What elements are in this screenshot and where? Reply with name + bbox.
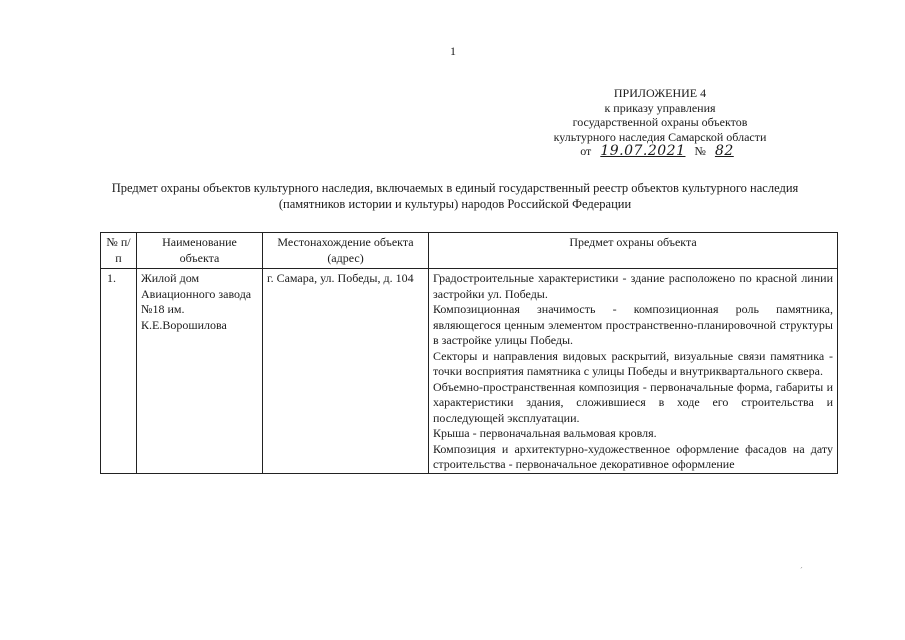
appendix-date-line [520,144,800,159]
subject-paragraph: Крыша - первоначальная вальмовая кровля. [433,426,657,440]
row-name: Жилой дом Авиационного завода №18 им. К.Е.Ворошилова [137,269,263,474]
table-row [101,269,838,474]
row-subject [429,269,838,474]
handwritten-number: 82 [714,143,734,159]
row-location: г. Самара, ул. Победы, д. 104 [263,269,429,474]
subject-paragraph: Градостроительные характеристики - здание расположено по красной линии застройки ул. Победы. [433,271,833,301]
appendix-title: ПРИЛОЖЕНИЕ 4 [613,86,707,100]
subject-paragraph: Объемно-пространственная композиция - первоначальные форма, габариты и характеристики здания, сложившиеся в ходе его строительства и последующей эксплуатации. [433,379,833,425]
header-name: Наименование объекта [137,233,263,269]
table-header-row [101,233,838,269]
handwritten-date: 19.07.2021 [600,143,686,159]
heritage-table [100,232,838,474]
subject-paragraph: Композиция и архитектурно-художественное оформление фасадов на дату строительства - первоначальное декоративное оформление [433,441,833,471]
header-location: Местонахождение объекта (адрес) [263,233,429,269]
subject-paragraph: Композиционная значимость - композиционная роль памятника, являющегося ценным элементом пространственно-планировочной структуры в застройке улицы Победы. [433,302,833,347]
header-subject: Предмет охраны объекта [429,233,838,269]
appendix-line-3: культурного наследия Самарской области [553,129,767,144]
scan-speck: ´ [800,566,803,575]
header-num: № п/п [101,233,137,269]
subject-paragraph: Секторы и направления видовых раскрытий, визуальные связи памятника - точки восприятия памятника с улицы Победы и внутриквартального сквера. [433,348,833,378]
appendix-line-2: государственной охраны объектов [572,115,748,129]
number-prefix: № [694,144,706,158]
document-title: Предмет охраны объектов культурного наследия, включаемых в единый государственный реестр объектов культурного наследия (памятников истории и культуры) народов Российской Федерации [111,181,799,211]
appendix-block [520,86,800,159]
date-prefix: от [580,144,592,158]
appendix-line-1: к приказу управления [604,100,716,115]
page-number: 1 [450,44,456,58]
row-num: 1. [101,269,137,474]
